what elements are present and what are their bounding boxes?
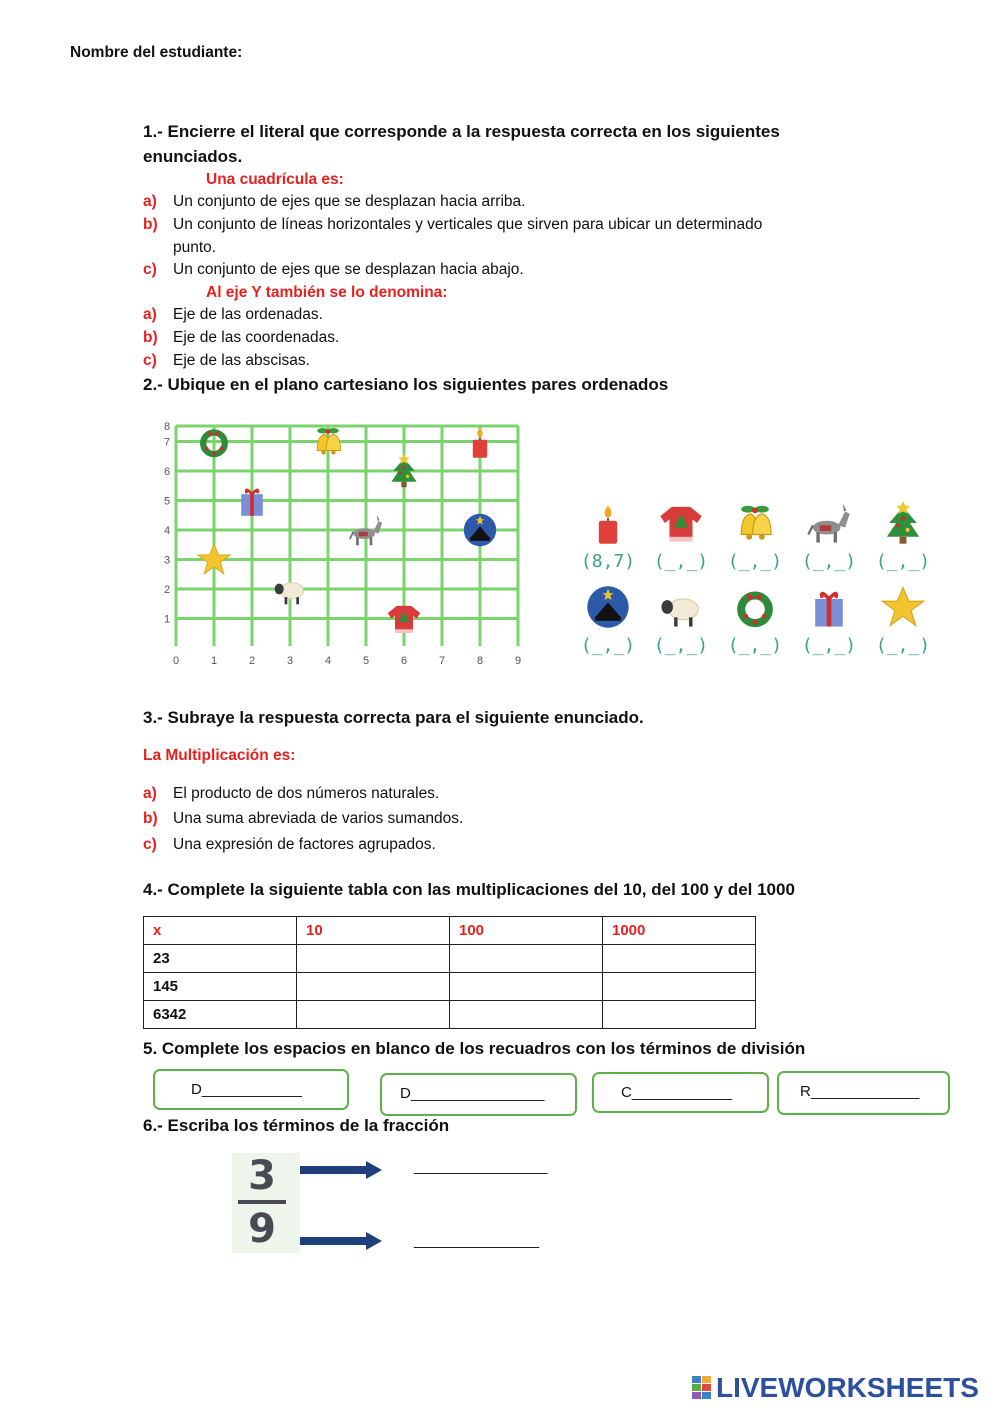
x-tick-label: 1	[210, 655, 218, 667]
answer-cell[interactable]	[297, 945, 450, 973]
liveworksheets-logo-text: LIVEWORKSHEETS	[716, 1372, 979, 1403]
answer-card	[578, 500, 638, 572]
answer-card	[725, 500, 785, 572]
liveworksheets-logo-icon	[692, 1376, 712, 1400]
q1-title-line2: enunciados.	[143, 147, 243, 166]
table-header-cell: 1000	[603, 917, 756, 945]
denominator-answer-line[interactable]: _______________	[414, 1232, 540, 1249]
q1-sub1-prompt: Una cuadrícula es:	[206, 171, 344, 188]
x-tick-label: 6	[400, 655, 408, 667]
answer-cell[interactable]	[603, 945, 756, 973]
y-tick-label: 4	[163, 525, 171, 537]
ordered-pair-answer[interactable]: (_,_)	[875, 551, 931, 572]
candle-icon	[585, 500, 631, 546]
option-letter: c)	[143, 261, 157, 278]
table-header-cell: 10	[297, 917, 450, 945]
q1-sub2-option-c[interactable]	[143, 352, 843, 372]
answer-card	[725, 584, 785, 656]
student-name-label: Nombre del estudiante:	[70, 44, 243, 61]
y-tick-label: 1	[163, 613, 171, 626]
y-tick-label: 6	[163, 466, 171, 478]
x-tick-label: 8	[476, 655, 484, 667]
x-tick-label: 4	[324, 655, 332, 667]
table-row	[144, 973, 756, 1001]
y-tick-label: 3	[163, 554, 171, 567]
fraction-bar	[238, 1200, 286, 1204]
table-row	[144, 945, 756, 973]
fraction-denominator: 9	[248, 1206, 276, 1252]
x-tick-label: 3	[286, 655, 294, 667]
ordered-pair-answer[interactable]: (_,_)	[653, 635, 709, 656]
q6-title: 6.- Escriba los términos de la fracción	[143, 1116, 450, 1135]
dividend-box[interactable]: D____________	[153, 1069, 349, 1110]
y-tick-label: 5	[163, 495, 171, 508]
denominator-arrow-icon	[300, 1231, 384, 1251]
tree-icon	[391, 454, 416, 487]
gift-icon	[806, 584, 852, 630]
sheep-icon	[658, 584, 704, 630]
wreath-icon	[732, 584, 778, 630]
row-label-cell: 6342	[144, 1001, 297, 1029]
answer-card	[578, 584, 638, 656]
answer-card	[873, 500, 933, 572]
ordered-pair-answer[interactable]: (_,_)	[801, 635, 857, 656]
answer-cell[interactable]	[450, 973, 603, 1001]
q1-sub2-option-b[interactable]	[143, 329, 843, 349]
q1-title-line1: 1.- Encierre el literal que corresponde a la respuesta correcta en los siguientes	[143, 122, 780, 141]
q1-sub2-option-a[interactable]	[143, 306, 843, 326]
table-header-cell: 100	[450, 917, 603, 945]
q1-sub2-prompt: Al eje Y también se lo denomina:	[206, 284, 448, 301]
answer-cell[interactable]	[297, 1001, 450, 1029]
answer-card	[799, 584, 859, 656]
x-tick-label: 9	[514, 655, 522, 667]
option-text-cont: punto.	[173, 239, 217, 256]
q3-option-a[interactable]	[143, 785, 743, 805]
x-tick-label: 7	[438, 655, 446, 667]
answer-card	[651, 500, 711, 572]
ordered-pair-answer[interactable]: (_,_)	[801, 551, 857, 572]
answer-card	[799, 500, 859, 572]
ordered-pair-answer[interactable]: (_,_)	[875, 635, 931, 656]
ordered-pair-answer[interactable]: (_,_)	[653, 551, 709, 572]
ordered-pair-answer[interactable]: (_,_)	[727, 551, 783, 572]
q5-title: 5. Complete los espacios en blanco de los recuadros con los términos de división	[143, 1039, 806, 1058]
answer-cell[interactable]	[297, 973, 450, 1001]
option-letter: b)	[143, 810, 158, 827]
sweater-icon	[658, 500, 704, 546]
option-letter: c)	[143, 352, 157, 369]
bells-icon	[732, 500, 778, 546]
option-text: Eje de las coordenadas.	[173, 329, 340, 346]
table-header-row	[144, 917, 756, 945]
ordered-pair-answer[interactable]: (_,_)	[727, 635, 783, 656]
y-tick-label: 2	[163, 584, 171, 596]
option-letter: b)	[143, 216, 158, 233]
option-letter: a)	[143, 785, 157, 802]
x-tick-label: 2	[248, 655, 256, 667]
option-letter: c)	[143, 836, 157, 853]
bells-icon	[317, 428, 340, 455]
q3-prompt: La Multiplicación es:	[143, 747, 296, 764]
answer-cell[interactable]	[450, 1001, 603, 1029]
option-text: Un conjunto de ejes que se desplazan hacia abajo.	[173, 261, 524, 278]
answer-cell[interactable]	[603, 973, 756, 1001]
quotient-box[interactable]: C____________	[592, 1072, 769, 1113]
table-row	[144, 1001, 756, 1029]
row-label-cell: 23	[144, 945, 297, 973]
answer-cell[interactable]	[450, 945, 603, 973]
answer-card	[873, 584, 933, 656]
star-icon	[880, 584, 926, 630]
option-text: Eje de las abscisas.	[173, 352, 310, 369]
fraction-image	[232, 1153, 300, 1253]
table-header-cell: x	[144, 917, 297, 945]
donkey-icon	[806, 500, 852, 546]
numerator-answer-line[interactable]: ________________	[414, 1158, 548, 1175]
option-text: Un conjunto de ejes que se desplazan hacia arriba.	[173, 193, 526, 210]
ordered-pair-answer[interactable]: (8,7)	[580, 551, 636, 572]
remainder-box[interactable]: R_____________	[777, 1071, 950, 1115]
answer-cell[interactable]	[603, 1001, 756, 1029]
q3-option-b[interactable]	[143, 810, 743, 830]
tree-icon	[880, 500, 926, 546]
nativity-icon	[464, 514, 496, 546]
option-text: Una expresión de factores agrupados.	[173, 836, 436, 853]
q1-sub1-option-c[interactable]	[143, 261, 843, 281]
cartesian-grid	[150, 400, 540, 675]
candle-icon	[473, 428, 487, 458]
x-tick-label: 0	[172, 655, 180, 667]
option-letter: a)	[143, 306, 157, 323]
y-tick-label: 8	[163, 421, 171, 433]
option-text: Una suma abreviada de varios sumandos.	[173, 810, 464, 827]
row-label-cell: 145	[144, 973, 297, 1001]
option-letter: a)	[143, 193, 157, 210]
option-text: Eje de las ordenadas.	[173, 306, 323, 323]
answer-card	[651, 584, 711, 656]
gift-icon	[241, 490, 263, 516]
fraction-numerator: 3	[248, 1153, 276, 1199]
x-tick-label: 5	[362, 655, 370, 667]
q1-sub1-option-b[interactable]	[143, 216, 843, 258]
q4-title: 4.- Complete la siguiente tabla con las multiplicaciones del 10, del 100 y del 1000	[143, 880, 795, 899]
ordered-pair-answer[interactable]: (_,_)	[580, 635, 636, 656]
numerator-arrow-icon	[300, 1160, 384, 1180]
option-text: Un conjunto de líneas horizontales y verticales que sirven para ubicar un determinado	[173, 216, 763, 233]
q3-title: 3.- Subraye la respuesta correcta para el siguiente enunciado.	[143, 708, 644, 727]
multiplication-table	[143, 916, 756, 1029]
q1-sub1-option-a[interactable]	[143, 193, 843, 213]
nativity-icon	[585, 584, 631, 630]
option-letter: b)	[143, 329, 158, 346]
y-tick-label: 7	[163, 436, 171, 449]
option-text: El producto de dos números naturales.	[173, 785, 440, 802]
q3-option-c[interactable]	[143, 836, 743, 856]
q2-title: 2.- Ubique en el plano cartesiano los siguientes pares ordenados	[143, 375, 669, 394]
divisor-box[interactable]: D________________	[380, 1073, 577, 1116]
